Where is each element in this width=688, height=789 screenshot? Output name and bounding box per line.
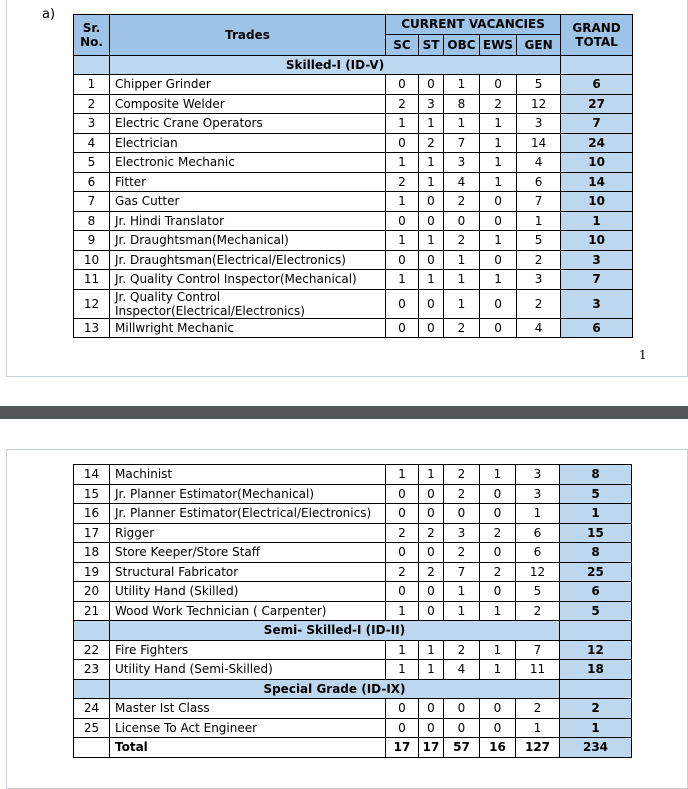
cell-ews: 2 [480, 94, 517, 114]
cell-trade: Jr. Draughtsman(Mechanical) [110, 231, 386, 251]
cell-st: 0 [419, 718, 444, 738]
cell-gen: 3 [517, 270, 561, 290]
cell-st: 1 [419, 153, 444, 173]
cell-obc: 3 [444, 523, 480, 543]
cell-gen: 5 [517, 75, 561, 95]
section-special-grade: Special Grade (ID-IX) [110, 679, 560, 699]
cell-gen: 1 [516, 718, 560, 738]
cell-gen: 6 [517, 172, 561, 192]
cell-gen: 4 [517, 153, 561, 173]
cell-sc: 1 [386, 270, 419, 290]
cell-gen: 3 [516, 484, 560, 504]
cell-ews: 0 [480, 250, 517, 270]
cell-ews: 1 [480, 231, 517, 251]
cell-total: 8 [560, 465, 632, 485]
cell-obc: 0 [444, 699, 480, 719]
table-row [74, 582, 632, 602]
table-row [74, 231, 633, 251]
cell-total: 6 [561, 318, 633, 338]
cell-total: 18 [560, 660, 632, 680]
cell-trade: Rigger [110, 523, 386, 543]
cell-sc: 0 [386, 289, 419, 318]
cell-gen: 7 [517, 192, 561, 212]
table-row [74, 133, 633, 153]
cell-ews: 1 [480, 133, 517, 153]
cell-trade: Jr. Quality Control Inspector(Mechanical) [110, 270, 386, 290]
cell-st: 0 [419, 75, 444, 95]
cell-st: 1 [419, 270, 444, 290]
cell-obc: 1 [444, 289, 480, 318]
cell-sr: 10 [74, 250, 110, 270]
cell-gen: 5 [517, 231, 561, 251]
cell-sc: 2 [386, 562, 419, 582]
cell-sr: 16 [74, 504, 110, 524]
cell-sc: 0 [386, 75, 419, 95]
cell-sc: 2 [386, 172, 419, 192]
cell-trade: Jr. Planner Estimator(Mechanical) [110, 484, 386, 504]
table-row [74, 211, 633, 231]
cell-trade: Gas Cutter [110, 192, 386, 212]
cell-trade: Electronic Mechanic [110, 153, 386, 173]
cell-st: 0 [419, 699, 444, 719]
cell-sc: 0 [386, 250, 419, 270]
cell-ews: 0 [480, 543, 516, 563]
cell-trade: Jr. Quality Control Inspector(Electrical/Electronics) [110, 289, 386, 318]
cell-total: 27 [561, 94, 633, 114]
cell-trade: Jr. Planner Estimator(Electrical/Electronics) [110, 504, 386, 524]
cell-trade: Utility Hand (Semi-Skilled) [110, 660, 386, 680]
cell-st: 1 [419, 114, 444, 134]
cell-gen: 2 [516, 601, 560, 621]
table-row [74, 660, 632, 680]
cell-obc: 2 [444, 484, 480, 504]
cell-trade: Composite Welder [110, 94, 386, 114]
cell-sc: 0 [386, 718, 419, 738]
total-row [74, 738, 632, 758]
cell-sc: 0 [386, 699, 419, 719]
cell-gen: 6 [516, 523, 560, 543]
cell-sr: 13 [74, 318, 110, 338]
cell-gen: 1 [516, 504, 560, 524]
total-label: Total [110, 738, 386, 758]
cell-trade: License To Act Engineer [110, 718, 386, 738]
cell-obc: 1 [444, 75, 480, 95]
cell-sr: 4 [74, 133, 110, 153]
cell-sc: 1 [386, 192, 419, 212]
cell-obc: 4 [444, 172, 480, 192]
cell-ews: 1 [480, 640, 516, 660]
table-row [74, 270, 633, 290]
cell-st: 1 [419, 231, 444, 251]
table-row [74, 289, 633, 318]
table-row [74, 504, 632, 524]
cell-ews: 0 [480, 582, 516, 602]
cell-trade: Jr. Hindi Translator [110, 211, 386, 231]
cell-trade: Chipper Grinder [110, 75, 386, 95]
section-semi-skilled: Semi- Skilled-I (ID-II) [110, 621, 560, 641]
cell-sr: 22 [74, 640, 110, 660]
cell-sc: 0 [386, 484, 419, 504]
current-vacancies-header: CURRENT VACANCIES [386, 15, 561, 35]
cell-ews: 0 [480, 289, 517, 318]
cell-sc: 0 [386, 318, 419, 338]
page-separator [0, 406, 688, 419]
cell-st: 0 [419, 318, 444, 338]
cell-obc: 0 [444, 718, 480, 738]
cell-sr: 14 [74, 465, 110, 485]
table-row [74, 465, 632, 485]
total-st: 17 [419, 738, 444, 758]
cell-obc: 2 [444, 543, 480, 563]
table-row [74, 640, 632, 660]
cell-trade: Fire Fighters [110, 640, 386, 660]
cell-gen: 3 [516, 465, 560, 485]
cell-gen: 7 [516, 640, 560, 660]
cell-st: 2 [419, 523, 444, 543]
page-number: 1 [639, 348, 647, 362]
cell-sr: 2 [74, 94, 110, 114]
cell-total: 15 [560, 523, 632, 543]
cell-total: 1 [560, 718, 632, 738]
cell-total: 25 [560, 562, 632, 582]
cell-sr: 21 [74, 601, 110, 621]
cell-ews: 1 [480, 601, 516, 621]
grand-total-value: 234 [560, 738, 632, 758]
cell-sr: 9 [74, 231, 110, 251]
obc-header: OBC [444, 34, 480, 55]
cell-ews: 1 [480, 465, 516, 485]
cell-total: 2 [560, 699, 632, 719]
cell-gen: 14 [517, 133, 561, 153]
cell-gen: 2 [516, 699, 560, 719]
cell-obc: 8 [444, 94, 480, 114]
cell-total: 10 [561, 231, 633, 251]
cell-sr: 11 [74, 270, 110, 290]
cell-st: 0 [419, 582, 444, 602]
vacancy-table-part-1 [73, 14, 633, 338]
cell-gen: 5 [516, 582, 560, 602]
cell-st: 2 [419, 133, 444, 153]
cell-total: 7 [561, 114, 633, 134]
cell-total: 8 [560, 543, 632, 563]
cell-obc: 2 [444, 640, 480, 660]
cell-ews: 1 [480, 172, 517, 192]
cell-ews: 0 [480, 211, 517, 231]
cell-total: 6 [560, 582, 632, 602]
cell-sr: 8 [74, 211, 110, 231]
cell-st: 2 [419, 562, 444, 582]
cell-sc: 0 [386, 504, 419, 524]
cell-total: 24 [561, 133, 633, 153]
cell-sr: 12 [74, 289, 110, 318]
st-header: ST [419, 34, 444, 55]
cell-trade: Utility Hand (Skilled) [110, 582, 386, 602]
item-label: a) [42, 7, 56, 22]
cell-gen: 2 [517, 250, 561, 270]
cell-st: 0 [419, 484, 444, 504]
cell-ews: 0 [480, 718, 516, 738]
cell-obc: 1 [444, 270, 480, 290]
cell-obc: 2 [444, 318, 480, 338]
cell-st: 1 [419, 660, 444, 680]
cell-sc: 1 [386, 465, 419, 485]
cell-obc: 1 [444, 250, 480, 270]
table-row [74, 699, 632, 719]
cell-obc: 2 [444, 231, 480, 251]
cell-trade: Store Keeper/Store Staff [110, 543, 386, 563]
cell-ews: 0 [480, 192, 517, 212]
cell-gen: 11 [516, 660, 560, 680]
table-row [74, 523, 632, 543]
cell-ews: 1 [480, 153, 517, 173]
section-skilled: Skilled-I (ID-V) [110, 55, 561, 75]
cell-ews: 2 [480, 562, 516, 582]
cell-trade: Fitter [110, 172, 386, 192]
cell-total: 3 [561, 289, 633, 318]
cell-st: 1 [419, 172, 444, 192]
cell-sc: 1 [386, 153, 419, 173]
table-row [74, 543, 632, 563]
cell-trade: Electrician [110, 133, 386, 153]
cell-total: 12 [560, 640, 632, 660]
table-row [74, 114, 633, 134]
cell-st: 1 [419, 465, 444, 485]
cell-total: 1 [561, 211, 633, 231]
cell-gen: 12 [516, 562, 560, 582]
cell-sc: 0 [386, 543, 419, 563]
total-ews: 16 [480, 738, 516, 758]
vacancy-table-part-2 [73, 464, 632, 758]
total-gen: 127 [516, 738, 560, 758]
cell-ews: 1 [480, 270, 517, 290]
trades-header: Trades [110, 15, 386, 56]
total-obc: 57 [444, 738, 480, 758]
table-row [74, 94, 633, 114]
table-row [74, 601, 632, 621]
cell-trade: Machinist [110, 465, 386, 485]
cell-sc: 2 [386, 94, 419, 114]
cell-gen: 12 [517, 94, 561, 114]
table-row [74, 318, 633, 338]
cell-sc: 1 [386, 660, 419, 680]
sr-no-header: Sr. No. [74, 15, 110, 56]
cell-obc: 0 [444, 504, 480, 524]
cell-sr: 24 [74, 699, 110, 719]
cell-obc: 2 [444, 192, 480, 212]
cell-gen: 1 [517, 211, 561, 231]
cell-total: 5 [560, 484, 632, 504]
cell-gen: 4 [517, 318, 561, 338]
cell-st: 0 [419, 250, 444, 270]
cell-sc: 0 [386, 133, 419, 153]
cell-trade: Structural Fabricator [110, 562, 386, 582]
cell-sr: 3 [74, 114, 110, 134]
cell-sr: 25 [74, 718, 110, 738]
cell-obc: 4 [444, 660, 480, 680]
cell-gen: 6 [516, 543, 560, 563]
cell-obc: 3 [444, 153, 480, 173]
cell-total: 10 [561, 192, 633, 212]
table-row [74, 562, 632, 582]
cell-ews: 1 [480, 660, 516, 680]
sc-header: SC [386, 34, 419, 55]
grand-total-header: GRAND TOTAL [561, 15, 633, 56]
cell-ews: 0 [480, 504, 516, 524]
cell-gen: 2 [517, 289, 561, 318]
cell-sc: 0 [386, 211, 419, 231]
cell-sc: 1 [386, 231, 419, 251]
cell-sc: 1 [386, 640, 419, 660]
cell-gen: 3 [517, 114, 561, 134]
table-row [74, 172, 633, 192]
cell-total: 7 [561, 270, 633, 290]
cell-st: 0 [419, 192, 444, 212]
cell-total: 5 [560, 601, 632, 621]
cell-trade: Master Ist Class [110, 699, 386, 719]
cell-st: 0 [419, 289, 444, 318]
cell-sr: 18 [74, 543, 110, 563]
cell-obc: 2 [444, 465, 480, 485]
cell-obc: 1 [444, 601, 480, 621]
total-sc: 17 [386, 738, 419, 758]
cell-total: 6 [561, 75, 633, 95]
table-row [74, 153, 633, 173]
cell-trade: Electric Crane Operators [110, 114, 386, 134]
cell-obc: 1 [444, 582, 480, 602]
cell-ews: 0 [480, 484, 516, 504]
cell-ews: 0 [480, 699, 516, 719]
cell-sr: 1 [74, 75, 110, 95]
cell-sc: 1 [386, 114, 419, 134]
cell-st: 0 [419, 211, 444, 231]
cell-obc: 7 [444, 562, 480, 582]
cell-st: 0 [419, 543, 444, 563]
cell-st: 3 [419, 94, 444, 114]
cell-trade: Wood Work Technician ( Carpenter) [110, 601, 386, 621]
cell-sr: 5 [74, 153, 110, 173]
cell-sr: 19 [74, 562, 110, 582]
cell-sr: 23 [74, 660, 110, 680]
cell-ews: 0 [480, 75, 517, 95]
table-row [74, 250, 633, 270]
cell-sr: 17 [74, 523, 110, 543]
cell-total: 1 [560, 504, 632, 524]
cell-sc: 0 [386, 582, 419, 602]
cell-total: 10 [561, 153, 633, 173]
cell-ews: 1 [480, 114, 517, 134]
cell-obc: 7 [444, 133, 480, 153]
table-row [74, 192, 633, 212]
cell-sr: 15 [74, 484, 110, 504]
cell-st: 1 [419, 640, 444, 660]
cell-sc: 2 [386, 523, 419, 543]
cell-sr: 7 [74, 192, 110, 212]
cell-sr: 20 [74, 582, 110, 602]
cell-sc: 1 [386, 601, 419, 621]
table-row [74, 718, 632, 738]
gen-header: GEN [517, 34, 561, 55]
table-row [74, 75, 633, 95]
cell-st: 0 [419, 504, 444, 524]
cell-ews: 2 [480, 523, 516, 543]
cell-total: 3 [561, 250, 633, 270]
cell-trade: Jr. Draughtsman(Electrical/Electronics) [110, 250, 386, 270]
cell-ews: 0 [480, 318, 517, 338]
cell-obc: 1 [444, 114, 480, 134]
ews-header: EWS [480, 34, 517, 55]
cell-trade: Millwright Mechanic [110, 318, 386, 338]
cell-total: 14 [561, 172, 633, 192]
table-row [74, 484, 632, 504]
cell-obc: 0 [444, 211, 480, 231]
cell-sr: 6 [74, 172, 110, 192]
cell-st: 0 [419, 601, 444, 621]
